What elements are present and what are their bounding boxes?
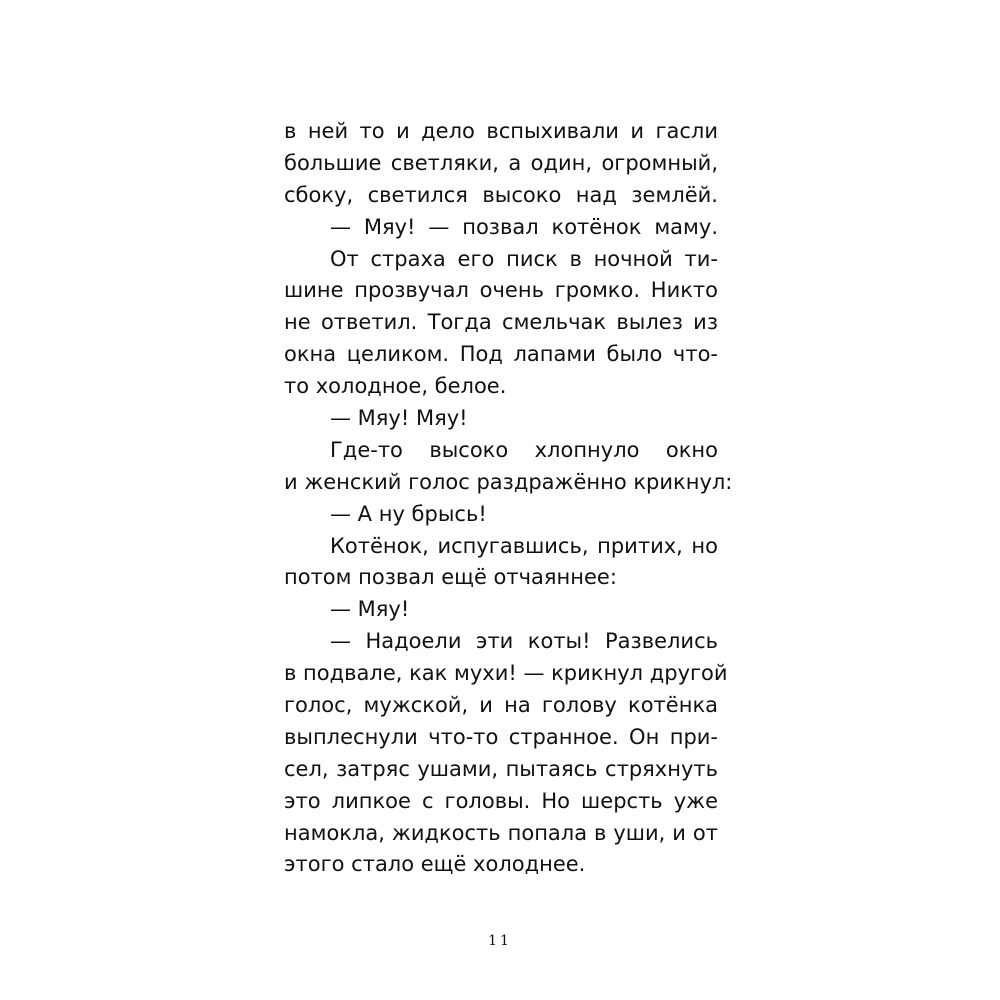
text-line: выплеснули что-то странное. Он при- xyxy=(284,724,718,749)
text-line: потом позвал ещё отчаяннее: xyxy=(284,565,617,590)
text-line: и женский голос раздражённо крикнул: xyxy=(284,469,733,494)
text-line: Где-то высоко хлопнуло окно xyxy=(330,437,718,462)
text-line: этого стало ещё холоднее. xyxy=(284,852,586,877)
text-line: голос, мужской, и на голову котёнка xyxy=(284,693,718,718)
text-line: в подвале, как мухи! — крикнул другой xyxy=(284,661,728,686)
text-line: то холодное, белое. xyxy=(284,374,507,399)
page-text xyxy=(284,116,733,881)
text-line: окна целиком. Под лапами было что- xyxy=(284,342,718,367)
text-line: — Мяу! Мяу! xyxy=(330,406,468,431)
text-line: — А ну брысь! xyxy=(330,501,487,526)
text-line: — Мяу! — позвал котёнок маму. xyxy=(330,214,718,239)
text-line: шине прозвучал очень громко. Никто xyxy=(284,278,718,303)
text-line: большие светляки, а один, огромный, xyxy=(284,150,718,175)
text-line: Котёнок, испугавшись, притих, но xyxy=(330,533,718,558)
text-line: не ответил. Тогда смельчак вылез из xyxy=(284,310,718,335)
text-line: — Надоели эти коты! Развелись xyxy=(330,629,718,654)
text-line: в ней то и дело вспыхивали и гасли xyxy=(284,119,718,143)
text-line: — Мяу! xyxy=(330,597,410,622)
text-line: это липкое с головы. Но шерсть уже xyxy=(284,788,718,813)
text-line: намокла, жидкость попала в уши, и от xyxy=(284,820,718,845)
text-line: сел, затряс ушами, пытаясь стряхнуть xyxy=(284,756,718,781)
page-number: 11 xyxy=(488,933,512,949)
text-line: сбоку, светился высоко над землёй. xyxy=(284,182,718,207)
text-line: От страха его писк в ночной ти- xyxy=(330,246,718,271)
